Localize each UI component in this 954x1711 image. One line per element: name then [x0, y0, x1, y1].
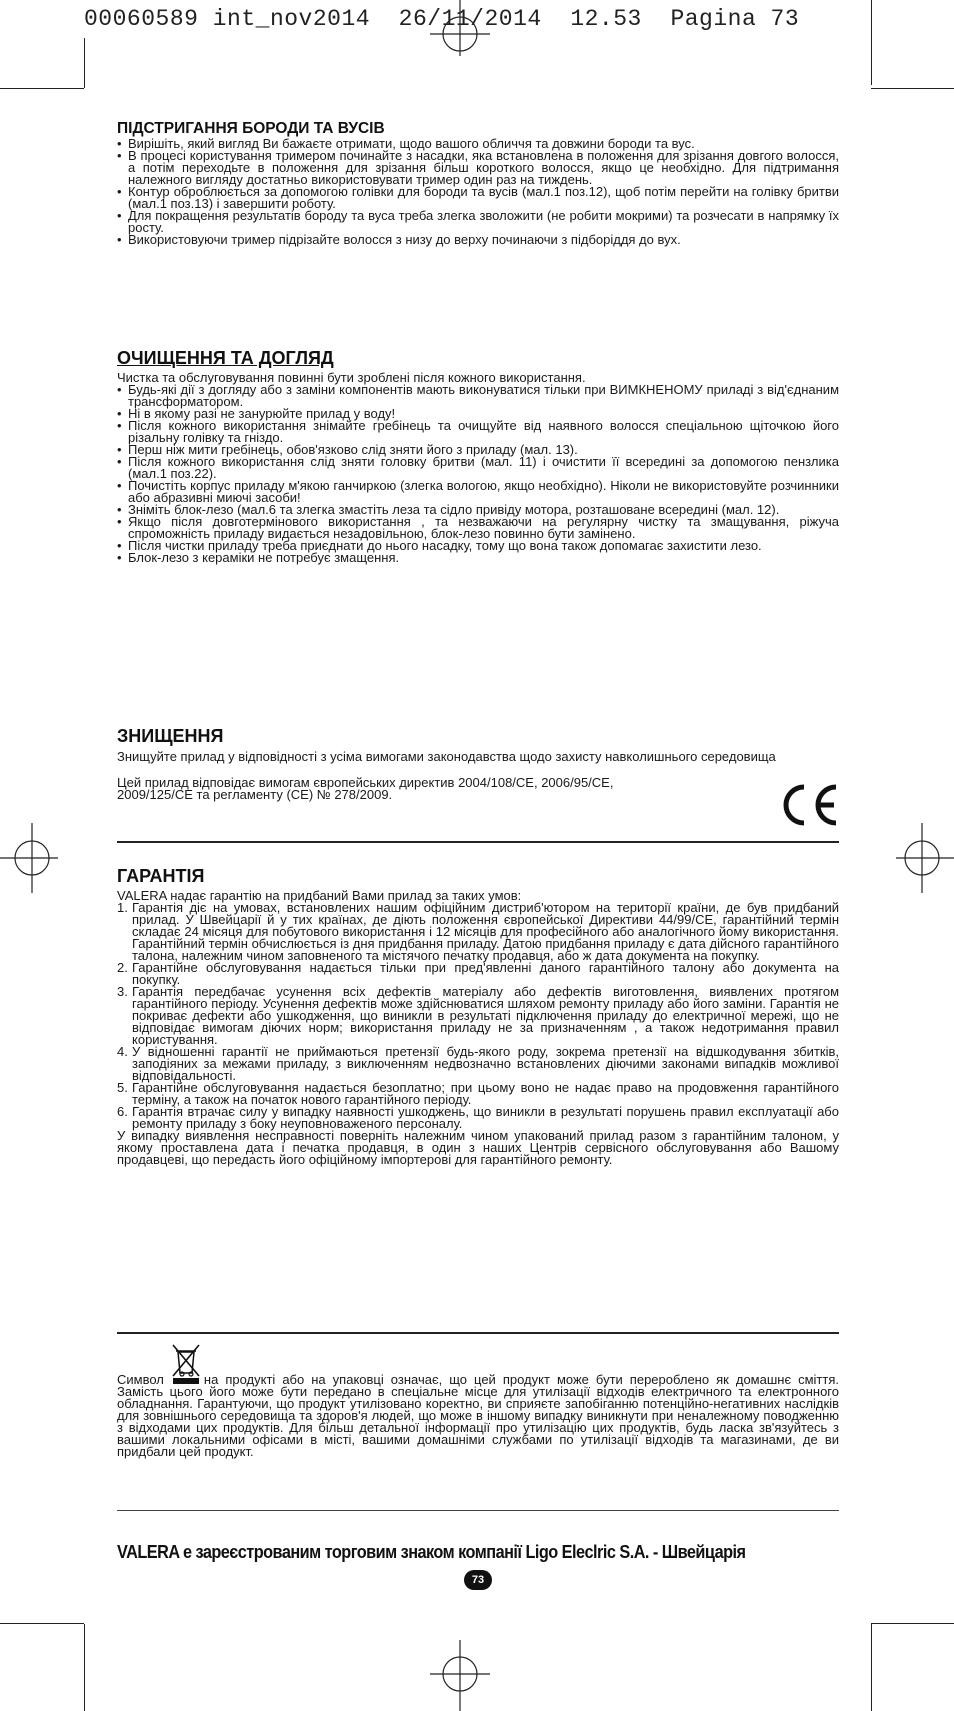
warranty-intro: VALERA надає гарантію на придбаний Вами прилад за таких умов: [117, 888, 522, 903]
list-item: • Контур оброблюється за допомогою голівки для бороди та вусів (мал.1 поз.12), щоб потім перейти на голівку бритви (мал.1 поз.13) і завершити роботу. [117, 186, 839, 210]
print-file: int_nov2014 [212, 6, 371, 32]
print-date: 26/11/2014 [398, 6, 542, 32]
weee-section [117, 1374, 839, 1458]
cleaning-title: ОЧИЩЕННЯ ТА ДОГЛЯД [117, 348, 334, 368]
divider [117, 1332, 839, 1334]
list-item [117, 902, 839, 962]
list-item [117, 1082, 839, 1106]
divider [117, 1510, 839, 1511]
page-number: 73 [464, 1570, 492, 1590]
compliance-line-1: Цей прилад відповідає вимогам європейських директив 2004/108/CE, 2006/95/CE, [117, 775, 614, 790]
item-number: 2. [117, 960, 128, 975]
crop-mark-bottom-left [84, 1624, 85, 1711]
item-number: 1. [117, 900, 128, 915]
item-text: Гарантія передбачає усунення всіх дефектів матеріалу або дефектів виготовлення, виявлених протягом гарантійного періоду. Усунення дефектів може здійснюватися шляхом ремонту приладу або його заміни. Гарантія не покриває дефекти або ушкодження, що виникли в результаті підключення приладу до електричної мережі, що не відповідає вимогам діючих норм; використання приладу не за призначенням , а також недотримання правил користування. [132, 984, 839, 1047]
list-item: • Блок-лезо з кераміки не потребує змащення. [117, 552, 839, 564]
cleaning-list [117, 384, 839, 564]
list-item [117, 1046, 839, 1082]
list-item [117, 1106, 839, 1130]
item-number: 5. [117, 1080, 128, 1095]
item-text: Гарантійне обслуговування надається безоплатно; при цьому воно не надає право на продовження гарантійного терміну, а також на початок нового гарантійного періоду. [132, 1080, 839, 1107]
compliance-line-2: 2009/125/CE та регламенту (CE) № 278/2009. [117, 787, 393, 802]
registration-mark-icon [894, 818, 954, 898]
crop-mark-bottom-left-h [0, 1623, 84, 1624]
list-item: • Будь-які дії з догляду або з заміни компонентів мають виконуватися тільки при ВИМКНЕНОМУ приладі з від'єднаним трансформатором. [117, 384, 839, 408]
print-code: 00060589 [84, 6, 199, 32]
list-item: • Перш ніж мити гребінець, обов'язково слід зняти його з приладу (мал. 13). [117, 444, 839, 456]
print-page-label: Pagina 73 [670, 6, 800, 32]
warranty-section [117, 866, 839, 1166]
list-item: • Почистіть корпус приладу м'якою ганчиркою (злегка вологою, якщо необхідно). Ніколи не використовуйте розчинники або абразивні миючі засоби! [117, 480, 839, 504]
list-item: • Після чистки приладу треба приєднати до нього насадку, тому що вона також допомагає захистити лезо. [117, 540, 839, 552]
disposal-title: ЗНИЩЕННЯ [117, 726, 224, 746]
list-item [117, 986, 839, 1046]
weee-text: на продукті або на упаковці означає, що цей продукт може бути перероблено як домашнє сміття. Замість цього його може бути передано в спеціальне місце для утилізації відходів електричного та електронного обладнання. Гарантуючи, що продукт утилізовано коректно, ви сприяєте запобіганню потенційно-негативних наслідків для зовнішнього середовища та здоров'я людей, що може в іншому випадку виникнути при неналежному поводженню з відходами цих продуктів. Для більш детальної інформації про утилізацію цих продуктів, будь ласка зв'язуйтесь з вашими локальними офісами в місті, вашими домашніми службами по утилізації відходів та магазинами, де ви придбали цей продукт. [117, 1372, 839, 1459]
item-text: Гарантійне обслуговування надається тільки при пред'явленні даного гарантійного талону або документа на покупку. [132, 960, 839, 987]
list-item: • Після кожного використання знімайте гребінець та очищуйте від наявного волосся спеціальною щіточкою його різальну голівку та гніздо. [117, 420, 839, 444]
registration-mark-icon [410, 0, 510, 60]
registration-mark-icon [0, 818, 60, 898]
item-number: 6. [117, 1104, 128, 1119]
registration-mark-icon [410, 1640, 510, 1711]
beard-list [117, 138, 839, 246]
disposal-section [117, 726, 839, 801]
cleaning-section [117, 348, 839, 564]
weee-lead: Символ [117, 1372, 164, 1387]
beard-title: ПІДСТРИГАННЯ БОРОДИ ТА ВУСІВ [117, 120, 385, 137]
crop-mark-top-right-h [871, 88, 954, 89]
list-item: • Після кожного використання слід зняти головку бритви (мал. 11) і очистити її всередині за допомогою пензлика (мал.1 поз.22). [117, 456, 839, 480]
list-item: • Використовуючи тример підрізайте волосся з низу до верху починаючи з підборіддя до вух. [117, 234, 839, 246]
item-number: 4. [117, 1044, 128, 1059]
list-item: • Вирішіть, який вигляд Ви бажаєте отримати, щодо вашого обличчя та довжини бороди та вус. [117, 138, 839, 150]
list-item [117, 962, 839, 986]
cleaning-intro: Чистка та обслуговування повинні бути зроблені після кожного використання. [117, 370, 586, 385]
item-text: Гарантія втрачає силу у випадку наявності ушкоджень, що виникли в результаті порушень правил експлуатації або ремонту приладу з боку неуповноваженого персоналу. [132, 1104, 839, 1131]
divider [117, 841, 839, 843]
crop-mark-bottom-right [871, 1624, 872, 1711]
list-item: • Для покращення результатів бороду та вуса треба злегка зволожити (не робити мокрими) та розчесати в напрямку їх росту. [117, 210, 839, 234]
item-text: Гарантія діє на умовах, встановлених нашим офіційним дистриб'ютором на території країни, де був придбаний прилад. У Швейцарії й у тих країнах, де діють положення європейської Директиви 44/99/CE, гарантійний термін складає 24 місяця для побутового використання і 12 місяців для професійного або аналогічного йому використання. Гарантійний термін обчислюється із дня придбання приладу. Датою придбання приладу є дата дійсного гарантійного талона, належним чином заповненого та містячого печатку продавця, або ж дата документа на покупку. [132, 900, 839, 963]
ce-mark-icon [778, 783, 840, 827]
item-number: 3. [117, 984, 128, 999]
warranty-title: ГАРАНТІЯ [117, 866, 205, 886]
beard-section [117, 120, 839, 246]
list-item: • Ні в якому разі не занурюйте прилад у воду! [117, 408, 839, 420]
crop-mark-top-left-h [0, 88, 84, 89]
crop-mark-top-right [871, 0, 872, 85]
crop-mark-top-left [84, 38, 85, 88]
warranty-list [117, 902, 839, 1130]
list-item: • Зніміть блок-лезо (мал.6 та злегка змастіть леза та сідло привіду мотора, розташоване всередині (мал. 12). [117, 504, 839, 516]
warranty-outro: У випадку виявлення несправності поверніть належним чином упакований прилад разом з гарантійним талоном, у якому проставлена дата і печатка продавця, в один з наших Центрів сервісного обслуговування або Вашому продавцеві, що передасть його офіційному імпортерові для гарантійного ремонту. [117, 1128, 839, 1167]
disposal-text: Знищуйте прилад у відповідності з усіма вимогами законодавства щодо захисту навколишнього середовища [117, 749, 776, 764]
list-item: • Якщо після довготермінового використання , та незважаючи на регулярну чистку та змащування, ріжуча спроможність приладу видається незадовільною, блок-лезо повинно бути замінено. [117, 516, 839, 540]
trademark-line: VALERA е зареєстрованим торговим знаком компанії Ligo Eleclric S.A. - Швейцарія [117, 1541, 746, 1562]
print-time: 12.53 [570, 6, 642, 32]
crop-mark-bottom-right-h [871, 1623, 954, 1624]
item-text: У відношенні гарантії не приймаються претензії будь-якого роду, зокрема претензії на відшкодування збитків, заподіяних за межами приладу, з виключенням недвозначно встановлених діючими законами випадків можливої відповідальності. [132, 1044, 839, 1083]
list-item: • В процесі користування тримером починайте з насадки, яка встановлена в положення для зрізання довгого волосся, а потім переходьте в положення для зрізання більш короткого волосся, якщо це необхідно. Для підтримання належного вигляду достатньо використовувати тример один раз на тиждень. [117, 150, 839, 186]
